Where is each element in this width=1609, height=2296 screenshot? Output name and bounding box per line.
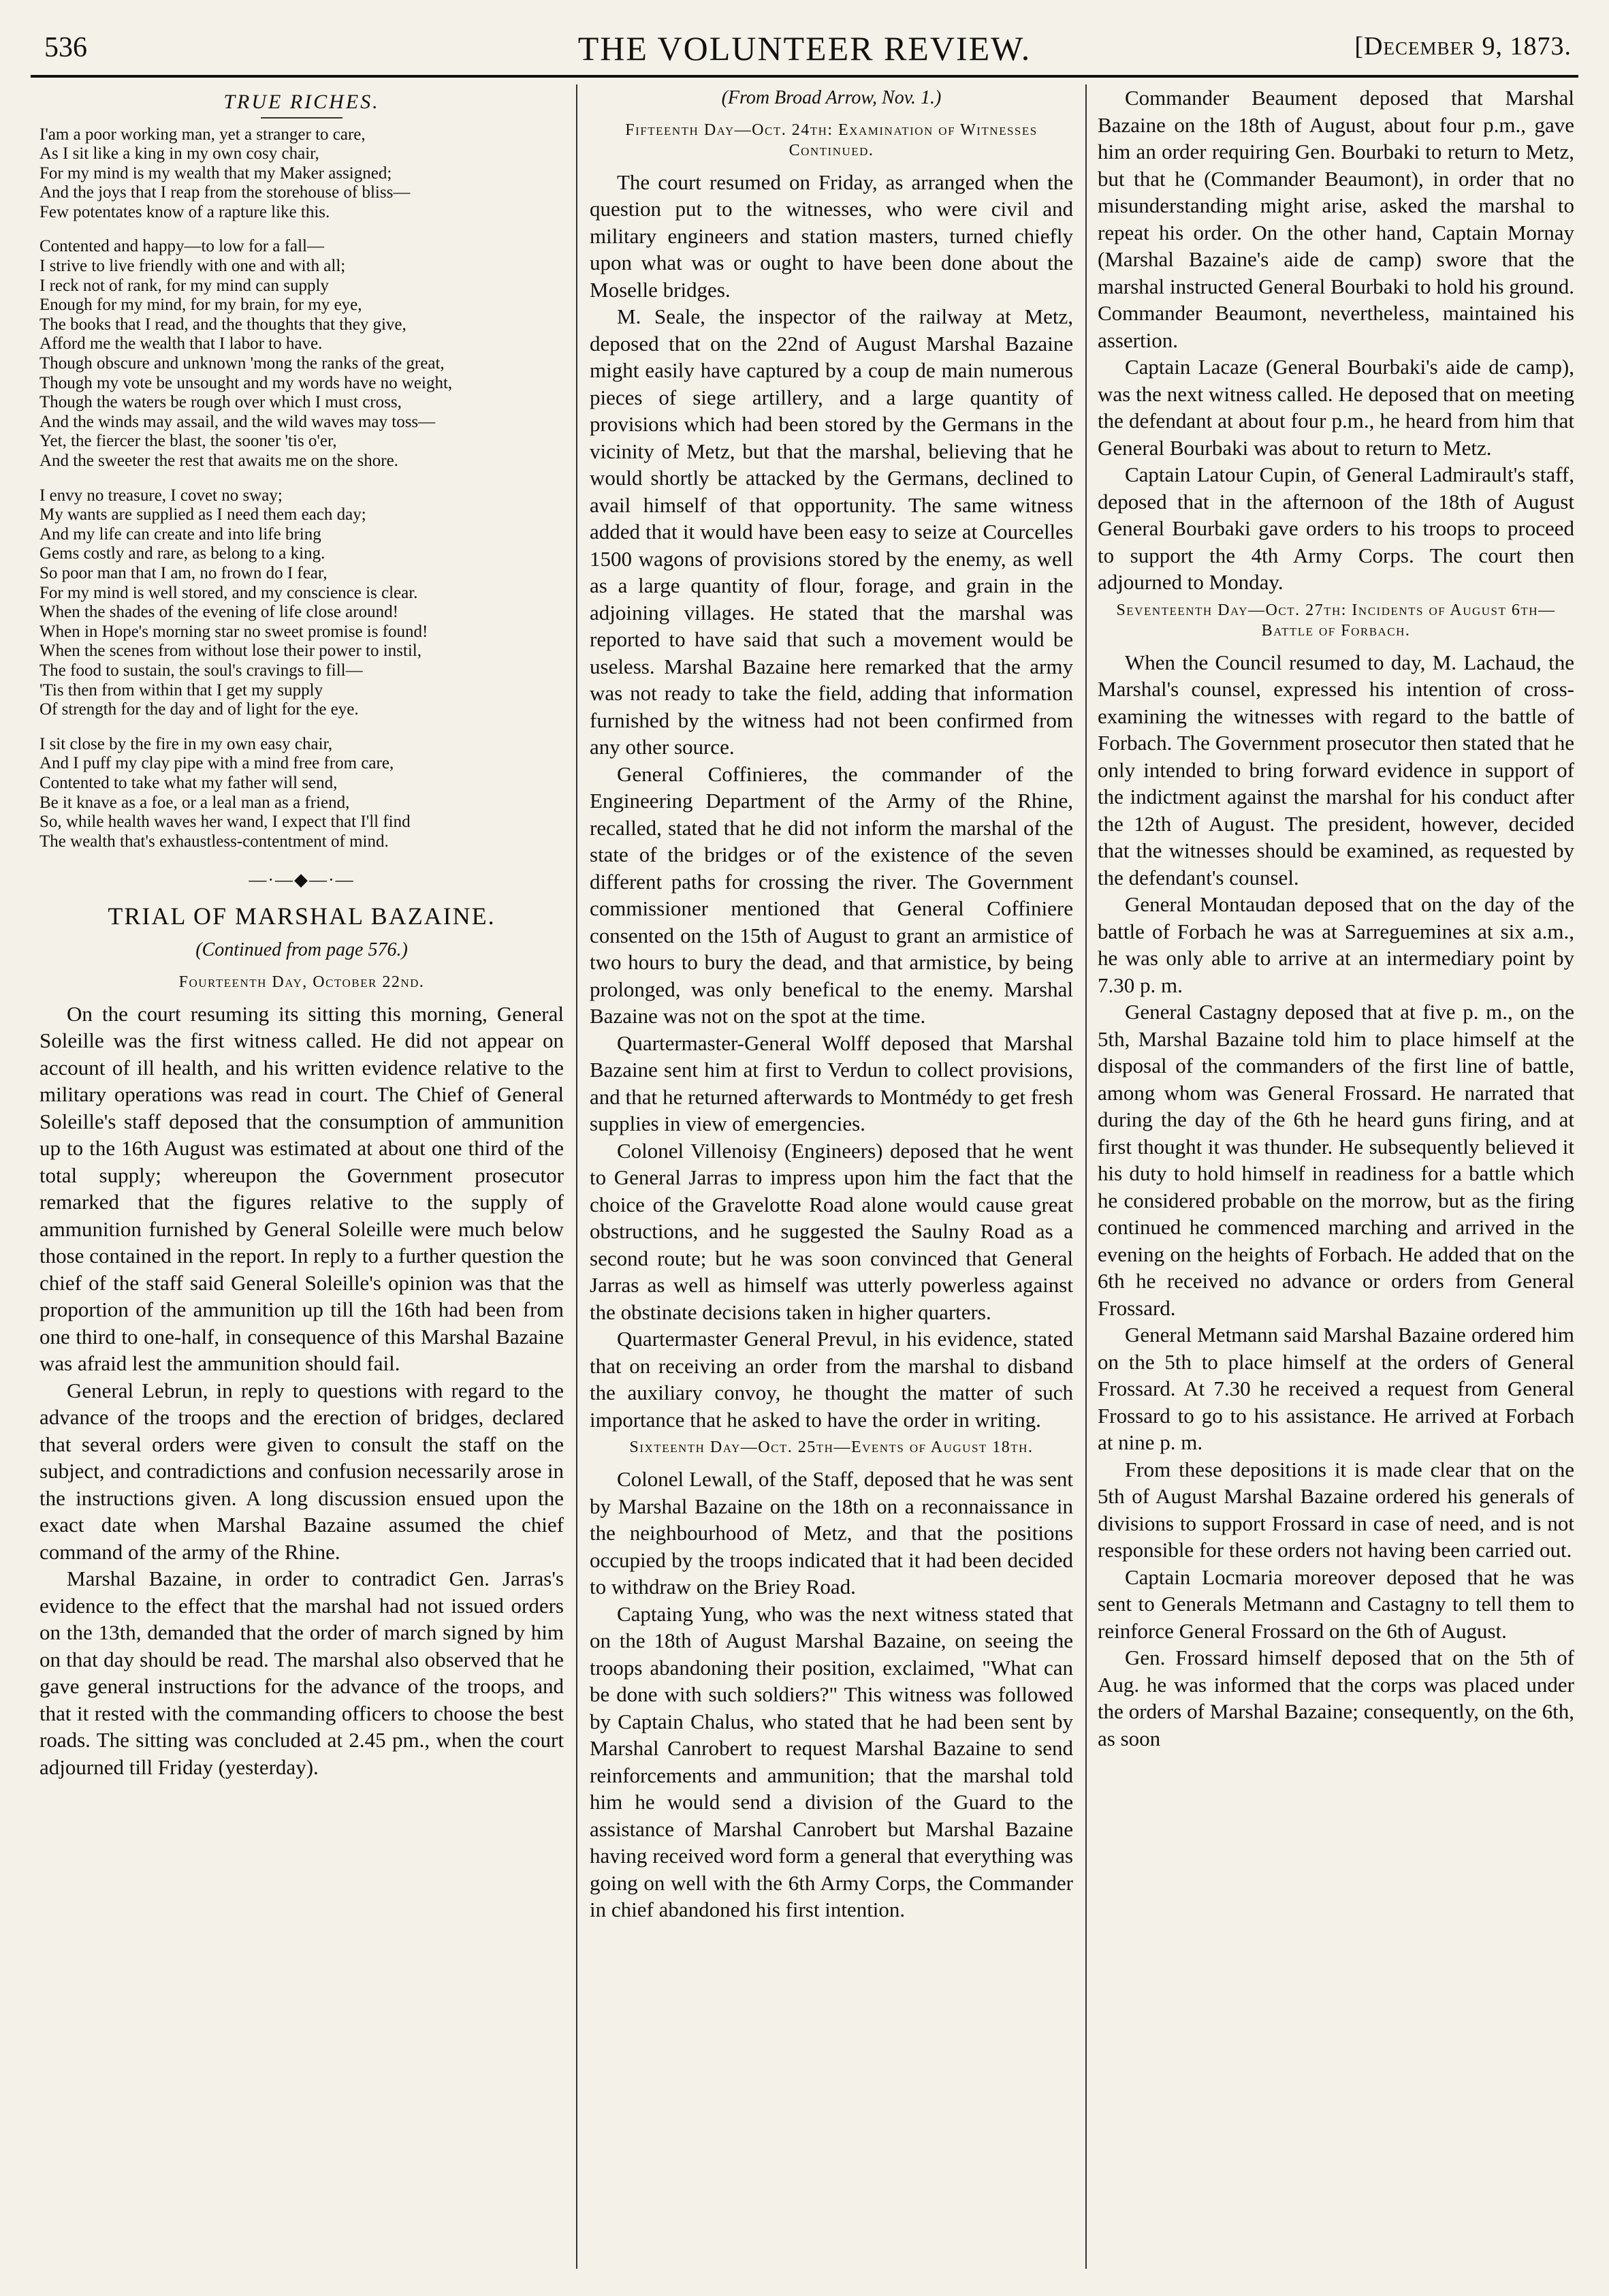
poem-line: I sit close by the fire in my own easy chair, bbox=[39, 734, 333, 753]
poem-line: And I puff my clay pipe with a mind free from care, bbox=[39, 754, 394, 773]
poem-line: When in Hope's morning star no sweet promise is found! bbox=[39, 622, 428, 641]
masthead bbox=[31, 26, 1578, 78]
poem-line: So, while health waves her wand, I expect that I'll find bbox=[39, 813, 411, 832]
poem-line: And the joys that I reap from the storehouse of bliss— bbox=[39, 183, 411, 202]
poem-line: Contented and happy—to low for a fall— bbox=[39, 237, 324, 256]
poem-line: Contented to take what my father will send, bbox=[39, 773, 338, 792]
poem-line: The wealth that's exhaustless-contentment of mind. bbox=[39, 832, 389, 851]
article-paragraph: General Metmann said Marshal Bazaine ordered him on the 5th to place himself at the orders of General Frossard. At 7.30 he received a request from General Frossard to go to his assistance. He arrived at Forbach at nine p. m. bbox=[1098, 1323, 1574, 1454]
article-paragraph: Marshal Bazaine, in order to contradict Gen. Jarras's evidence to the effect that the marshal had not issued orders on the 13th, demanded that the order of march signed by him on that day should be read. The marshal also observed that he gave general instructions for the advance of the troops, and that it rested with the commanding officers to choose the best roads. The sitting was concluded at 2.45 pm., when the court adjourned till Friday (yesterday). bbox=[39, 1567, 564, 1779]
article-paragraph: Quartermaster General Prevul, in his evidence, stated that on receiving an order from the marshal to disband the auxiliary convoy, he thought the matter of such importance that he asked to have the order in writing. bbox=[590, 1327, 1073, 1432]
column-divider bbox=[576, 84, 577, 2269]
poem-line: 'Tis then from within that I get my supply bbox=[39, 680, 323, 699]
poem-line: The food to sustain, the soul's cravings to fill— bbox=[39, 661, 363, 680]
column-3 bbox=[1098, 84, 1574, 2269]
continued-note: (Continued from page 576.) bbox=[195, 939, 408, 961]
poem-line: For my mind is well stored, and my conscience is clear. bbox=[39, 583, 418, 602]
poem-stanza bbox=[39, 486, 564, 720]
poem-line: Afford me the wealth that I labor to have. bbox=[39, 334, 323, 353]
article-paragraph: Commander Beaument deposed that Marshal Bazaine on the 18th of August, about four p.m., gave him an order requiring Gen. Bourbaki to return to Metz, but that he (Commander Beaumont), in order that no misunderstanding might arise, asked the marshal to repeat his order. On the other hand, Captain Mornay (Marshal Bazaine's aide de camp) swore that the marshal instructed General Bourbaki to hold his ground. Commander Beaumont, nevertheless, maintained his assertion. bbox=[1098, 86, 1574, 352]
poem-stanza bbox=[39, 125, 564, 223]
article-paragraph: General Castagny deposed that at five p. m., on the 5th, Marshal Bazaine told him to place himself at the disposal of the commanders of the first line of battle, among whom was General Frossard. He narrated that during the day of the 6th he heard guns firing, and at first thought it was thunder. He subsequently believed it his duty to hold himself in readiness for a battle which he considered probable on the morrow, but as the firing continued he commenced marching and arrived in the evening on the heights of Forbach. He added that on the 6th he received no advance or orders from General Frossard. bbox=[1098, 1000, 1574, 1320]
poem-line: I'am a poor working man, yet a stranger to care, bbox=[39, 125, 366, 144]
poem-line: Yet, the fiercer the blast, the sooner 'tis o'er, bbox=[39, 432, 337, 451]
poem-line: When the scenes from without lose their power to instil, bbox=[39, 642, 421, 661]
poem-line: Few potentates know of a rapture like this. bbox=[39, 202, 330, 221]
article-paragraph: Captain Lacaze (General Bourbaki's aide de camp), was the next witness called. He deposed that on meeting the defendant at about four p.m., he heard from him that General Bourbaki was about to return to Metz. bbox=[1098, 355, 1574, 460]
article-title: TRIAL OF MARSHAL BAZAINE. bbox=[108, 902, 496, 930]
poem-line: The books that I read, and the thoughts that they give, bbox=[39, 315, 407, 334]
poem-line: As I sit like a king in my own cosy chair, bbox=[39, 144, 319, 163]
poem-line: And the winds may assail, and the wild waves may toss— bbox=[39, 412, 436, 431]
issue-date: [December 9, 1873. bbox=[1354, 32, 1572, 61]
poem-line: When the shades of the evening of life close around! bbox=[39, 603, 398, 622]
article-paragraph: Gen. Frossard himself deposed that on the 5th of Aug. he was informed that the corps was placed under the orders of Marshal Bazaine; consequently, on the 6th, as soon bbox=[1098, 1646, 1574, 1750]
page-number: 536 bbox=[44, 32, 87, 63]
poem-body bbox=[39, 125, 564, 852]
section-heading: Fifteenth Day—Oct. 24th: Examination of Witnesses Continued. bbox=[625, 121, 1038, 159]
poem-line: Gems costly and rare, as belong to a king. bbox=[39, 544, 325, 563]
article-paragraph: General Montaudan deposed that on the day of the battle of Forbach he was at Sarreguemines at six a.m., he was only able to arrive at an intermediary point by 7.30 p. m. bbox=[1098, 892, 1574, 997]
newspaper-title: THE VOLUNTEER REVIEW. bbox=[577, 29, 1032, 67]
section-heading: Sixteenth Day—Oct. 25th—Events of August 18th. bbox=[629, 1438, 1034, 1456]
section-heading: Seventeenth Day—Oct. 27th: Incidents of August 6th—Battle of Forbach. bbox=[1116, 601, 1556, 640]
column-1 bbox=[39, 84, 564, 2269]
article-paragraph: On the court resuming its sitting this morning, General Soleille was the first witness called. He did not appear on account of ill health, and his written evidence relative to the military operations was read in court. The Chief of General Soleille's staff deposed that the consumption of ammunition up to the 16th August was estimated at about one third of the total supply; whereupon the Government prosecutor remarked that the figures relative to the supply of ammunition furnished by General Soleille were much below those contained in the report. In reply to a further question the chief of the staff said General Soleille's opinion was that the proportion of the ammunition up till the 16th had been from one third to one-half, in consequence of this Marshal Bazaine was afraid lest the ammunition should fail. bbox=[39, 1001, 564, 1376]
article-paragraph: From these depositions it is made clear that on the 5th of August Marshal Bazaine ordered his generals of divisions to support Frossard in case of need, and is not responsible for these orders not having been carried out. bbox=[1098, 1457, 1574, 1562]
poem-stanza bbox=[39, 735, 564, 852]
poem-line: I strive to live friendly with one and with all; bbox=[39, 257, 346, 276]
poem-line: Though obscure and unknown 'mong the ranks of the great, bbox=[39, 354, 445, 373]
article-paragraph: Captaing Yung, who was the next witness stated that on the 18th of August Marshal Bazaine, on seeing the troops abandoning their position, exclaimed, "What can be done with such soldiers?" This witness was followed by Captain Chalus, who stated that he had been sent by Marshal Canrobert to request Marshal Bazaine to send reinforcements and ammunition; that the marshal told him he would send a division of the Guard to the assistance of Marshal Canrobert but Marshal Bazaine having received word form a general that everything was going on well with the 6th Army Corps, the Commander in chief abandoned his first intention. bbox=[590, 1601, 1073, 1921]
article-paragraph: Colonel Villenoisy (Engineers) deposed that he went to General Jarras to impress upon him the fact that the choice of the Gravelotte Road alone would cause great obstructions, and he suggested the Saulny Road as a second route; but he was soon convinced that General Jarras as well as himself was utterly powerless against the obstinate decisions taken in higher quarters. bbox=[590, 1138, 1073, 1324]
article-paragraph: General Lebrun, in reply to questions with regard to the advance of the troops and the erection of bridges, declared that several orders were given to consult the staff on the subject, and contradictions and confusion necessarily arose in the instructions given. A long discussion ensued upon the exact date when Marshal Bazaine assumed the chief command of the army of the Rhine. bbox=[39, 1378, 564, 1564]
poem-line: So poor man that I am, no frown do I fear, bbox=[39, 563, 328, 582]
column-divider bbox=[1085, 84, 1087, 2269]
ornament-divider: —·—◆—·— bbox=[249, 870, 355, 890]
article-paragraph: The court resumed on Friday, as arranged when the question put to the witnesses, who were civil and military engineers and station masters, turned chiefly upon what was or ought to have been done about the Moselle bridges. bbox=[590, 170, 1073, 302]
source-note: (From Broad Arrow, Nov. 1.) bbox=[721, 87, 942, 108]
column-2 bbox=[590, 84, 1073, 2269]
divider bbox=[261, 117, 342, 119]
poem-line: Be it knave as a foe, or a leal man as a friend, bbox=[39, 793, 350, 812]
article-paragraph: When the Council resumed to day, M. Lachaud, the Marshal's counsel, expressed his intention of cross-examining the witnesses with regard to the battle of Forbach. The Government prosecutor then stated that he only intended to bring forward evidence in support of the indictment against the marshal for his conduct after the 12th of August. The president, however, decided that the witnesses should be examined, as requested by the defendant's counsel. bbox=[1098, 650, 1574, 890]
article-paragraph: M. Seale, the inspector of the railway at Metz, deposed that on the 22nd of August Marshal Bazaine might easily have captured by a coup de main numerous pieces of siege artillery, and a large quantity of provisions which had been stored by the Germans in the vicinity of Metz, but that the marshal, believing that he would shortly be attacked by the Germans, declined to avail himself of that opportunity. The same witness added that it would have been easy to seize at Courcelles 1500 wagons of provisions stored by the enemy, as well as a large quantity of flour, forage, and grain in the adjoining villages. He stated that the marshal was reported to have said that such a movement would be useless. Marshal Bazaine here remarked that the army was not ready to take the field, adding that information furnished by the witness had not been confirmed from any other source. bbox=[590, 304, 1073, 759]
article-paragraph: Captain Locmaria moreover deposed that he was sent to Generals Metmann and Castagny to tell them to reinforce General Frossard on the 6th of August. bbox=[1098, 1564, 1574, 1643]
article-paragraph: Quartermaster-General Wolff deposed that Marshal Bazaine sent him at first to Verdun to collect provisions, and that he returned afterwards to Montmédy to get fresh supplies in view of emergencies. bbox=[590, 1031, 1073, 1135]
article-paragraph: General Coffinieres, the commander of the Engineering Department of the Army of the Rhine, recalled, stated that he did not inform the marshal of the state of the bridges or of the existence of the seven different paths for crossing the river. The Government commissioner mentioned that General Coffiniere consented on the 15th of August to grant an armistice of two hours to bury the dead, and that armistice, by being prolonged, was only benefical to the enemy. Marshal Bazaine was not on the spot at the time. bbox=[590, 761, 1073, 1028]
poem-title: TRUE RICHES. bbox=[223, 91, 380, 113]
poem-line: And my life can create and into life bring bbox=[39, 524, 321, 544]
poem-stanza bbox=[39, 237, 564, 471]
poem-line: Though the waters be rough over which I must cross, bbox=[39, 393, 402, 412]
poem-line: Of strength for the day and of light for the eye. bbox=[39, 700, 359, 719]
poem-line: For my mind is my wealth that my Maker assigned; bbox=[39, 163, 392, 183]
poem-line: Though my vote be unsought and my words have no weight, bbox=[39, 373, 453, 392]
poem-line: My wants are supplied as I need them each day; bbox=[39, 505, 366, 524]
poem-line: I reck not of rank, for my mind can supply bbox=[39, 276, 329, 295]
poem-line: And the sweeter the rest that awaits me on the shore. bbox=[39, 452, 398, 470]
poem-line: I envy no treasure, I covet no sway; bbox=[39, 486, 283, 505]
article-paragraph: Colonel Lewall, of the Staff, deposed that he was sent by Marshal Bazaine on the 18th on a reconnaissance in the neighbourhood of Metz, and that the positions occupied by the troops indicated that it had been decided to withdraw on the Briey Road. bbox=[590, 1467, 1073, 1599]
section-heading: Fourteenth Day, October 22nd. bbox=[178, 973, 425, 991]
article-paragraph: Captain Latour Cupin, of General Ladmirault's staff, deposed that in the afternoon of the 18th of August General Bourbaki gave orders to his troops to proceed to support the 4th Army Corps. The court then adjourned to Monday. bbox=[1098, 462, 1574, 594]
poem-line: Enough for my mind, for my brain, for my eye, bbox=[39, 296, 362, 315]
